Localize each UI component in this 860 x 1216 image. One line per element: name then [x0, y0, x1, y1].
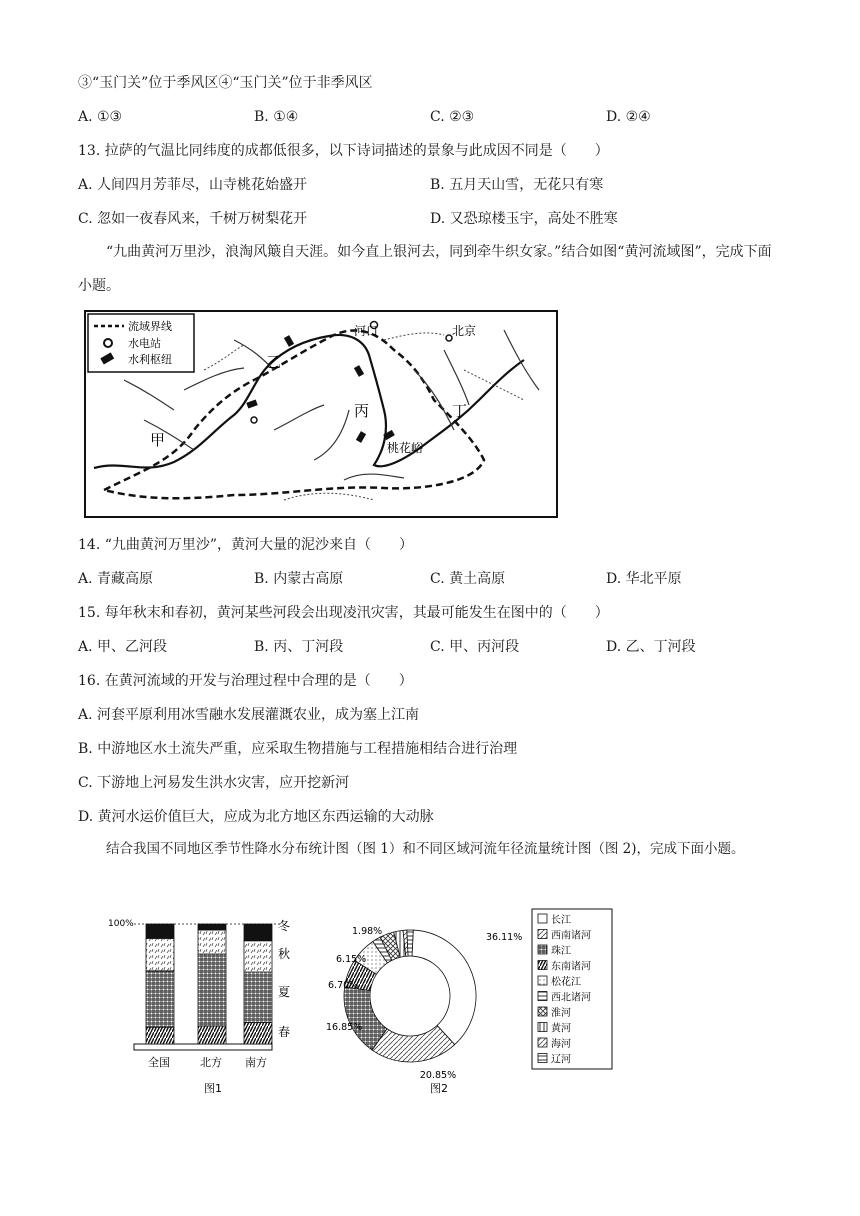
q14-option-a[interactable]: A. 青藏高原	[78, 571, 154, 587]
q12-option-d[interactable]: D. ②④	[606, 109, 651, 125]
fig2-legend-swatch-7	[538, 1023, 547, 1032]
fig2-slice-9	[407, 930, 413, 956]
fig1-cat-2: 南方	[245, 1056, 267, 1069]
q15-option-b[interactable]: B. 丙、丁河段	[254, 639, 344, 655]
q13-option-c[interactable]: C. 忽如一夜春风来，千树万树梨花开	[78, 211, 308, 227]
q13-stem: 13. 拉萨的气温比同纬度的成都低很多，以下诗词描述的景象与此成因不同是（ ）	[78, 143, 609, 159]
fig1-bars	[146, 924, 272, 1044]
q12-option-c[interactable]: C. ②③	[430, 109, 475, 125]
fig1-baseline	[134, 1044, 272, 1050]
fig2-legend-swatch-1	[538, 930, 547, 939]
fig1-bar-0-1	[146, 971, 174, 1027]
q13-option-b[interactable]: B. 五月天山雪，无花只有寒	[430, 177, 604, 193]
fig2-data-label-3: 6.70%	[328, 980, 359, 991]
fig2-legend-swatch-2	[538, 945, 547, 954]
figure-2-runoff-donut	[318, 906, 618, 1096]
fig2-data-label-5: 1.98%	[352, 926, 383, 937]
fig2-legend-item-8: 海河	[551, 1039, 571, 1050]
label-taohuayu: 桃花峪	[387, 441, 424, 455]
fig2-legend-item-3: 东南诸河	[551, 961, 591, 973]
fig1-season-winter: 冬	[278, 919, 291, 933]
label-ding: 丁	[452, 402, 468, 420]
q12-option-b[interactable]: B. ①④	[254, 109, 299, 125]
q16-stem: 16. 在黄河流域的开发与治理过程中合理的是（ ）	[78, 673, 413, 689]
q12-option-a[interactable]: A. ①③	[78, 109, 123, 125]
q15-stem: 15. 每年秋末和春初，黄河某些河段会出现凌汛灾害，其最可能发生在图中的（ ）	[78, 605, 609, 621]
fig2-legend-swatch-9	[538, 1054, 547, 1063]
q14-stem: 14. “九曲黄河万里沙”，黄河大量的泥沙来自（ ）	[78, 537, 414, 553]
fig1-ytop-label: 100%	[108, 919, 134, 929]
fig2-legend-item-7: 黄河	[551, 1023, 571, 1035]
label-yi: 乙	[266, 353, 282, 371]
fig1-bar-2-1	[244, 972, 272, 1022]
q13-option-a[interactable]: A. 人间四月芳菲尽，山寺桃花始盛开	[78, 177, 308, 193]
figure-1-seasonal-precip	[100, 906, 310, 1096]
fig2-legend-swatch-4	[538, 976, 547, 985]
fig2-legend-swatch-8	[538, 1038, 547, 1047]
yellow-river-map	[84, 310, 558, 518]
q15-option-c[interactable]: C. 甲、丙河段	[430, 639, 520, 655]
fig1-bar-1-2	[198, 930, 226, 954]
fig1-bar-1-3	[198, 924, 226, 930]
fig2-legend-item-5: 西北诸河	[551, 992, 591, 1004]
fig1-bar-2-3	[244, 924, 272, 941]
fig2-legend-item-2: 珠江	[551, 946, 571, 957]
fig2-legend-item-6: 淮河	[551, 1008, 571, 1019]
fig2-legend-item-1: 西南诸河	[551, 930, 591, 942]
fig1-cat-1: 北方	[200, 1056, 222, 1069]
label-jia: 甲	[150, 431, 166, 449]
fig1-caption: 图1	[204, 1082, 222, 1095]
q16-option-c[interactable]: C. 下游地上河易发生洪水灾害，应开挖新河	[78, 775, 350, 791]
legend-hub: 水利枢纽	[128, 353, 172, 366]
fig2-data-label-2: 16.85%	[326, 1022, 363, 1033]
fig2-caption: 图2	[430, 1082, 448, 1095]
fig2-legend-item-0: 长江	[551, 915, 571, 926]
q15-option-a[interactable]: A. 甲、乙河段	[78, 639, 168, 655]
fig2-data-label-0: 36.11%	[486, 932, 523, 943]
fig1-season-spring: 春	[278, 1025, 291, 1039]
q16-option-a[interactable]: A. 河套平原利用冰雪融水发展灌溉农业，成为塞上江南	[78, 707, 420, 723]
fig2-slice-0	[412, 930, 476, 1044]
fig2-legend-swatch-3	[538, 961, 547, 970]
fig1-season-autumn: 秋	[278, 947, 291, 961]
fig1-bar-0-3	[146, 924, 174, 938]
fig1-season-summer: 夏	[278, 985, 291, 999]
fig1-bar-0-0	[146, 1027, 174, 1044]
fig1-bar-2-2	[244, 941, 272, 972]
label-hekou: 河口	[354, 324, 379, 338]
q14-option-c[interactable]: C. 黄土高原	[430, 571, 506, 587]
q14-option-b[interactable]: B. 内蒙古高原	[254, 571, 344, 587]
fig2-legend-item-4: 松花江	[551, 977, 581, 988]
fig1-cat-0: 全国	[148, 1056, 170, 1069]
label-beijing: 北京	[452, 324, 477, 338]
q16-option-b[interactable]: B. 中游地区水土流失严重，应采取生物措施与工程措施相结合进行治理	[78, 741, 518, 757]
q14-option-d[interactable]: D. 华北平原	[606, 571, 682, 587]
q16-option-d[interactable]: D. 黄河水运价值巨大，应成为北方地区东西运输的大动脉	[78, 809, 434, 825]
fig2-legend-item-9: 辽河	[551, 1054, 571, 1066]
q12-statement: ③“玉门关”位于季风区④“玉门关”位于非季风区	[78, 75, 373, 91]
fig2-legend-swatch-6	[538, 1007, 547, 1016]
fig2-legend-swatch-5	[538, 992, 547, 1001]
legend-boundary: 流域界线	[128, 320, 172, 333]
intro-paragraph-2: 结合我国不同地区季节性降水分布统计图（图 1）和不同区域河流年径流量统计图（图 2)，完成下面小题。	[106, 841, 745, 857]
map-legend	[88, 314, 194, 372]
legend-hydropower: 水电站	[128, 337, 161, 350]
fig1-bar-2-0	[244, 1022, 272, 1044]
fig1-bar-1-1	[198, 954, 226, 1026]
q13-option-d[interactable]: D. 又恐琼楼玉宇，高处不胜寒	[430, 211, 618, 227]
label-bing: 丙	[354, 402, 370, 420]
q15-option-d[interactable]: D. 乙、丁河段	[606, 639, 696, 655]
fig2-donut	[344, 930, 476, 1062]
fig1-bar-0-2	[146, 938, 174, 970]
intro-paragraph-1: “九曲黄河万里沙，浪淘风簸自天涯。如今直上银河去，同到牵牛织女家。”结合如图“黄河流域图”，完成下面小题。	[78, 244, 772, 294]
fig2-legend-swatch-0	[538, 914, 547, 923]
fig2-data-label-4: 6.15%	[336, 954, 367, 965]
fig2-data-label-1: 20.85%	[419, 1070, 457, 1081]
fig1-bar-1-0	[198, 1026, 226, 1044]
